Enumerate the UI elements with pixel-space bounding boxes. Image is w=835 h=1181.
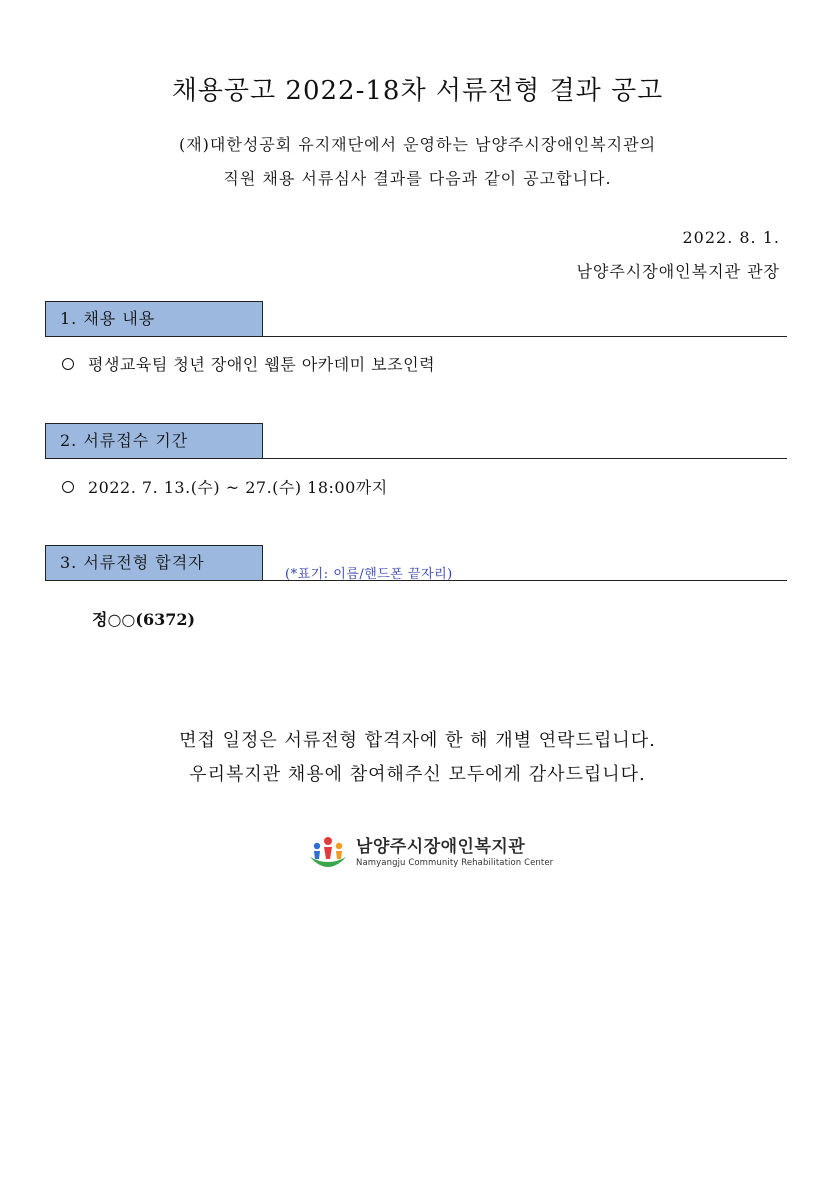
intro-line-1: (재)대한성공회 유지재단에서 운영하는 남양주시장애인복지관의 <box>178 135 657 154</box>
list-item <box>62 352 435 375</box>
closing-line-1: 면접 일정은 서류전형 합격자에 한 해 개별 연락드립니다. <box>179 730 656 751</box>
application-period: 2022. 7. 13.(수) ~ 27.(수) 18:00까지 <box>88 478 388 497</box>
closing-line-2: 우리복지관 채용에 참여해주신 모두에게 감사드립니다. <box>189 764 646 785</box>
section-header-recruitment: 1. 채용 내용 <box>45 301 263 337</box>
announcement-date: 2022. 8. 1. <box>682 228 780 247</box>
section-header-passers: 3. 서류전형 합격자 <box>45 545 263 581</box>
logo-english-name: Namyangju Community Rehabilitation Center <box>356 858 554 868</box>
list-item <box>62 475 388 498</box>
logo-name: 남양주시장애인복지관 <box>356 837 526 857</box>
circle-bullet-icon <box>62 358 74 370</box>
logo-emblem-icon <box>308 833 348 873</box>
section-divider <box>262 458 787 459</box>
organization-logo <box>308 833 553 873</box>
section-divider <box>262 336 787 337</box>
signer: 남양주시장애인복지관 관장 <box>576 262 780 281</box>
circle-bullet-icon <box>62 481 74 493</box>
notation-note: (*표기: 이름/핸드폰 끝자리) <box>285 567 453 582</box>
intro-line-2: 직원 채용 서류심사 결과를 다음과 같이 공고합니다. <box>223 169 612 188</box>
page-title: 채용공고 2022-18차 서류전형 결과 공고 <box>171 76 664 106</box>
section-header-period: 2. 서류접수 기간 <box>45 423 263 459</box>
passer-entry: 정○○(6372) <box>92 610 196 629</box>
recruitment-position: 평생교육팀 청년 장애인 웹툰 아카데미 보조인력 <box>88 355 436 374</box>
